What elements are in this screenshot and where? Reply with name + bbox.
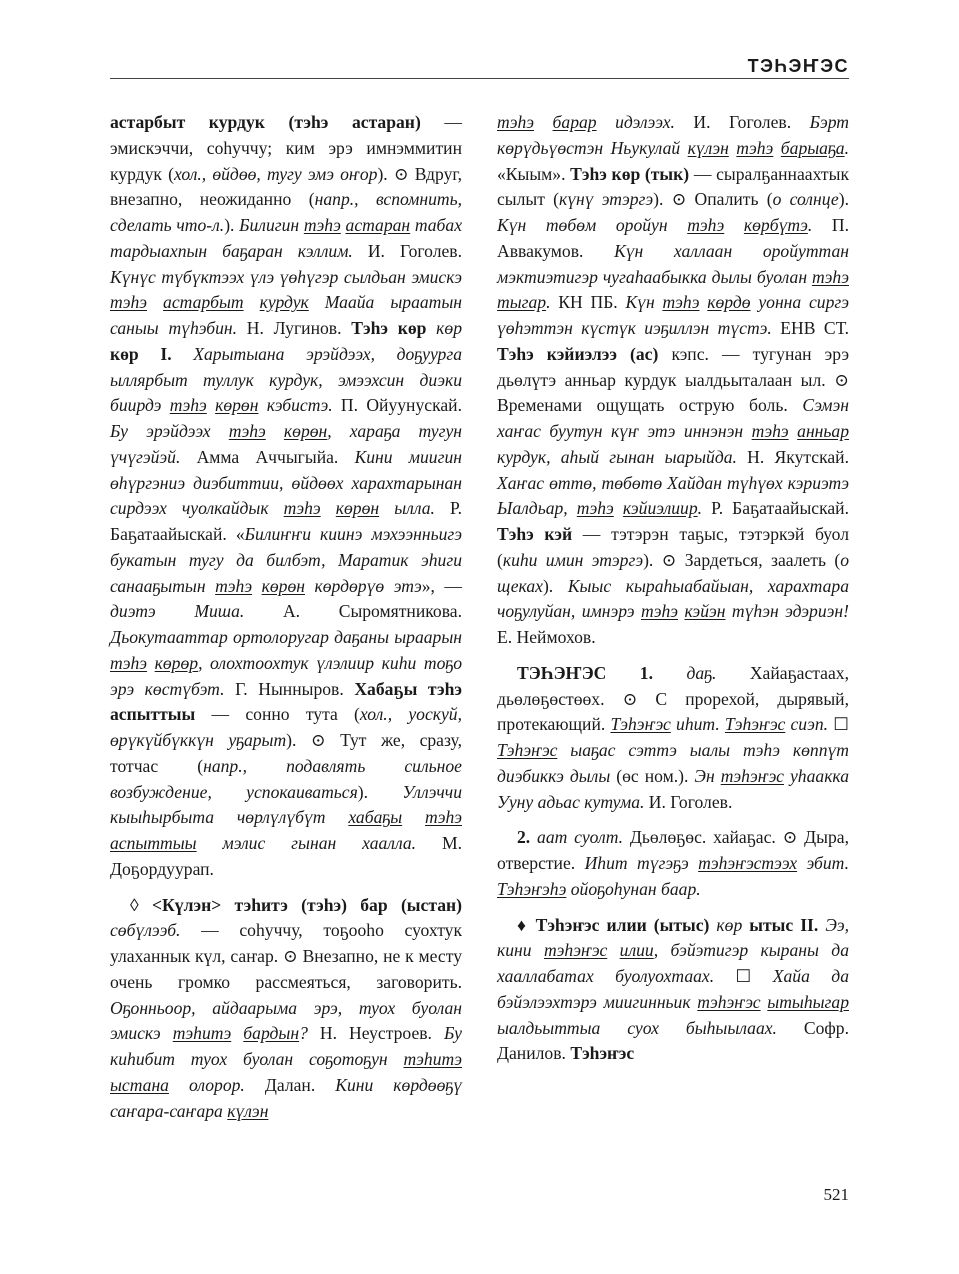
entry-astarbyt-kurduk: астарбыт курдук (тэһэ астаран) — эмискэччи, соһуччу; ким эрэ имнэммитин курдук (хол., өйдөө, тугу эмэ оҥор). ⊙ Вдруг, внезапно, неожиданно (напр., вспомнить, сделать что-л.). Билигин тэһэ астаран табах тардыахпын баҕаран кэллим. И. Гоголев. Күнүс түбүктээх үлэ үөһүгэр сылдьан эмискэ тэһэ астарбыт курдук Маайа ыраатын саныы түһэбин. Н. Лугинов. Тэһэ көр көр көр I. Харытыана эрэйдээх, доҕуурга ыллярбыт туллук курдук, эмээхсин диэки биирдэ тэһэ көрөн кэбистэ. П. Ойуунускай. Бу эрэйдээх тэһэ көрөн, хараҕа тугун үчүгэйэй. Амма Аччыгыйа. Кини миигин өһүргэниэ диэбиттии, өйдөөх харахтарынан сирдээх чуолкайдык тэһэ көрөн ылла. Р. Баҕатаайыскай. «Билиҥҥи киинэ мэхээнньигэ букатын тугу да билбэт, Маратик эһиги санааҕытын тэһэ көрөн көрдөрүө этэ», — диэтэ Миша. А. Сыромятникова. Дьокутааттар ортолоругар даҕаны ыраарын тэһэ көрөр, олохтоохтук үлэлиир киһи тоҕо эрэ көстүбэт. Г. Нынныров. Хабаҕы тэһэ аспыттыы — сонно тута (хол., уоскуй, өрүкүйбүккүн уҕарыт). ⊙ Тут же, сразу, тотчас (напр., подавлять сильное возбуждение, успокаиваться). Уллэччи кыыһырбыта чөрлүлүбүт хабаҕы тэһэ аспыттыы мэлис гынан хаалла. М. Доҕордуурап. (110, 112, 463, 879)
running-head (0, 0, 959, 80)
page-number: 521 (823, 1185, 849, 1204)
phrase-tehenes-ilii: ♦ Тэһэҥэс илии (ытыс) көр ытыс II. Ээ, кини тэһэҥэс илии, бэйэтигэр кыраны да хааллабатах буолуохтаах. ☐ Хайа да бэйэлээхтэрэ миигинньик тэһэҥэс ытыһыгар ыалдьыттыа суох быһыылаах. Софр. Данилов. Тэһэҥэс (497, 914, 849, 1064)
entry-continuation: тэһэ барар идэлээх. И. Гоголев. Бэрт көрүдьүөстэн Ньукулай күлэн тэһэ барыаҕа. «Кыым». Тэһэ көр (тык) — сыралҕаннаахтык сылыт (күнү этэргэ). ⊙ Опалить (о солнце). Күн төбөм оройун тэһэ көрбүтэ. П. Аввакумов. Күн халлаан оройуттан мэктиэтигэр чугаһаабыкка дылы буолан тэһэ тыгар. КН ПБ. Күн тэһэ көрдө уонна сиргэ үөһэттэн күстүк иэҕиллэн түстэ. ЕНВ СТ. Тэһэ кэйиэлээ (ас) кэпс. — тугунан эрэ дьөлүтэ анньар курдук ыалдьыталаан ыл. ⊙ Временами ощущать острую боль. Сэмэн хаҥас буутун күҥ этэ иннэнэн тэһэ анньар курдук, аһый гынан ыарыйда. Н. Якутскай. Хаҥас өттө, төбөтө Хайдан түһүөх кэриэтэ Ыалдьар, тэһэ кэйиэлиир. Р. Баҕатаайыскай. Тэһэ кэй — тэтэрэн таҕыс, тэтэркэй буол (киһи имин этэргэ). ⊙ Зардеться, заалеть (о щеках). Кыыс кыраһыабайыан, харахтара чоҕулуйан, имнэрэ тэһэ кэйэн түһэн эдэриэн! Е. Неймохов. (497, 112, 850, 647)
headword-tehenes-1: ТЭҺЭҤЭС 1. даҕ. Хайаҕастаах, дьөлөҕөстөөх. ⊙ С прорехой, дырявый, протекающий. Тэһэҥэс иһит. Тэһэҥэс сиэп. ☐ Тэһэҥэс ыаҕас сэттэ ыалы тэһэ көппүт диэбиккэ дылы (өс ном.). Эн тэһэҥэс уһаакка Ууну адьас кутума. И. Гоголев. (497, 662, 850, 812)
left-column (110, 110, 462, 1124)
running-title: ТЭҺЭҤЭС (747, 56, 849, 76)
headword-tehenes-2: 2. аат суолт. Дьөлөҕөс. хайаҕас. ⊙ Дыра, отверстие. Иһит түгэҕэ тэһэҥэстээх эбит. Тэһэҥэһэ ойоҕоһунан баар. (497, 827, 850, 899)
entry-kulen-tehite-bar: ◊ <Күлэн> тэһитэ (тэһэ) бар (ыстан) сөбүлээб. — соһуччу, тоҕооһо суохтук улаханнык күл, саҥар. ⊙ Внезапно, не к месту очень громко рассмеяться, заговорить. Оҕонньоор, айдаарыма эрэ, туох буолан эмискэ тэһитэ бардын? Н. Неустроев. Бу киһибит туох буолан соҕотоҕун тэһитэ ыстана олорор. Далан. Кини көрдөөҕү саҥара-саҥара күлэн (110, 894, 462, 1121)
right-column (497, 110, 849, 1067)
header-rule (110, 78, 849, 79)
